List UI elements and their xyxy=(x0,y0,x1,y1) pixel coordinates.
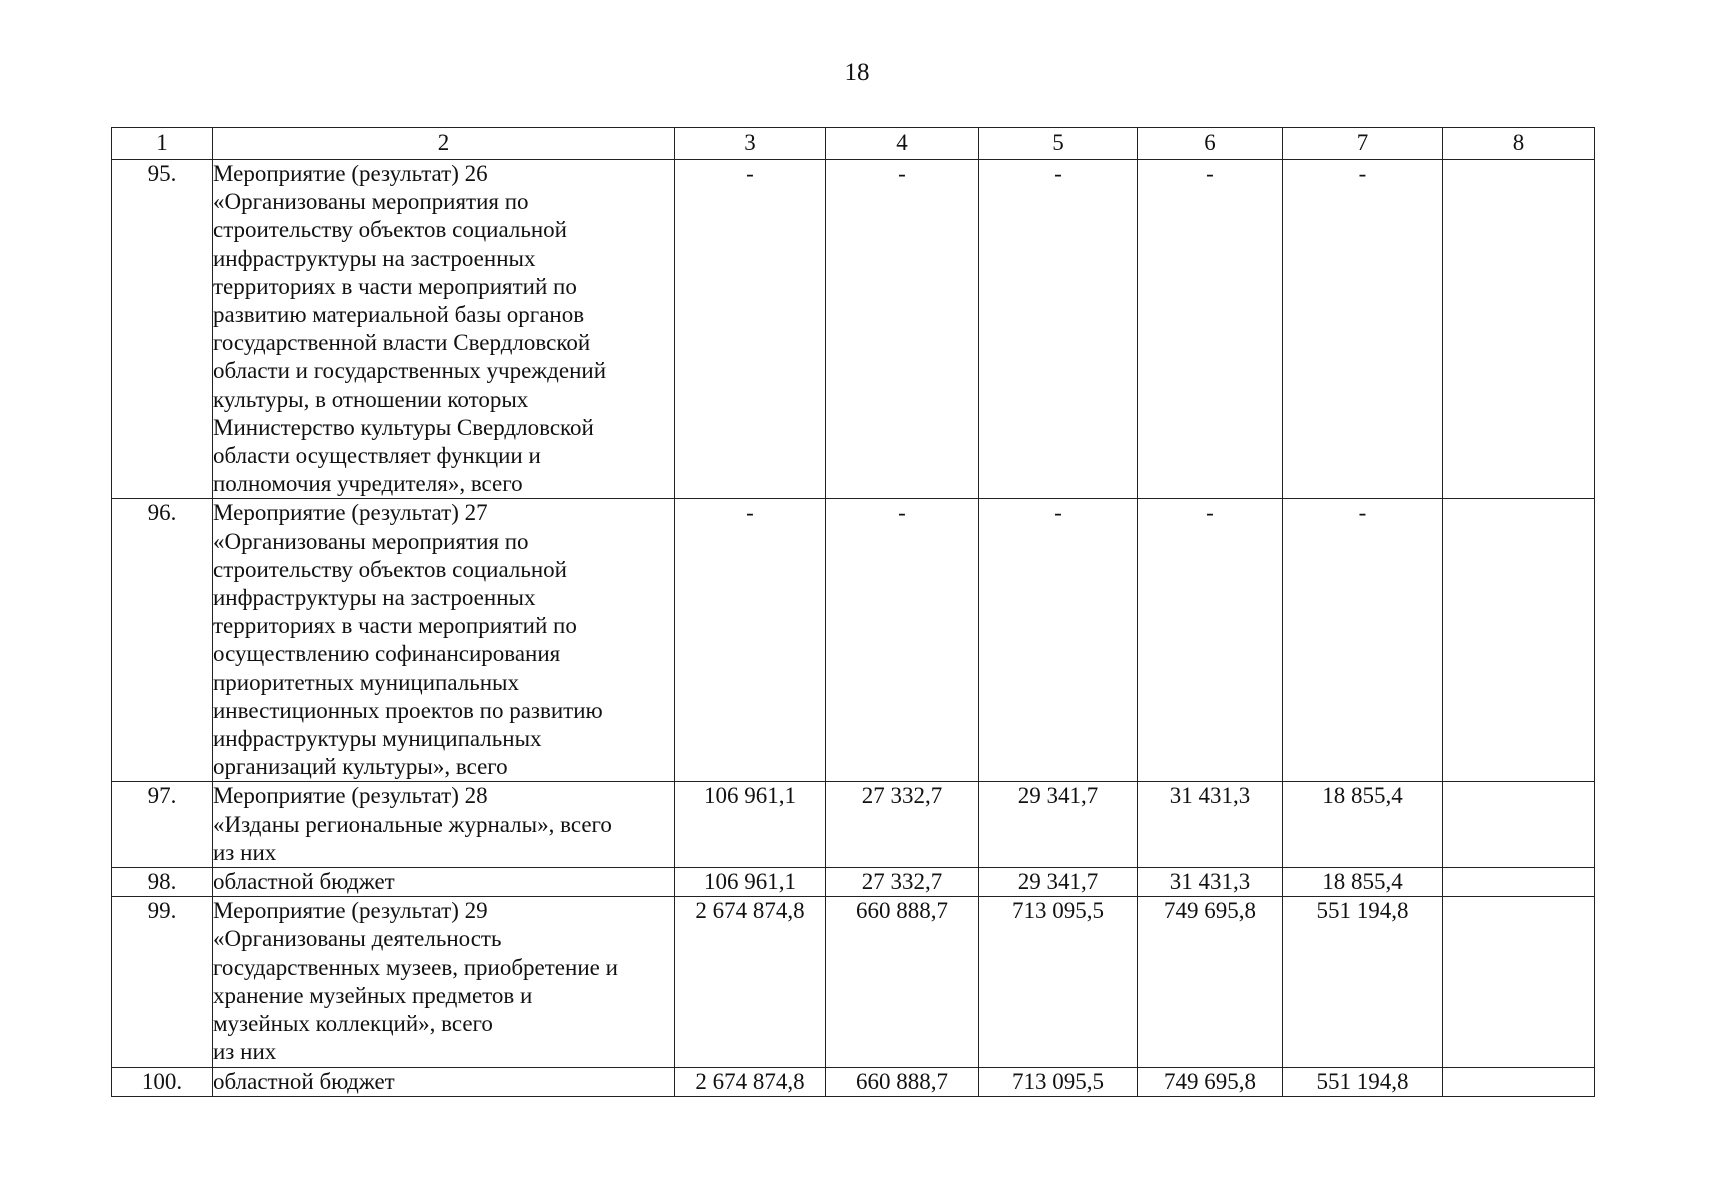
value-cell: - xyxy=(1283,160,1443,499)
value-cell: 31 431,3 xyxy=(1138,782,1283,868)
table-row xyxy=(112,782,1595,868)
value-cell: - xyxy=(826,499,979,782)
row-number: 95. xyxy=(112,160,213,499)
value-cell: 27 332,7 xyxy=(826,782,979,868)
value-cell: 713 095,5 xyxy=(979,897,1138,1067)
row-description: Мероприятие (результат) 26 «Организованы мероприятия по строительству объектов социальной инфраструктуры на застроенных территориях в части мероприятий по развитию материальной базы органов государственной власти Свердловской области и государственных учреждений культуры, в отношении которых Министерство культуры Свердловской области осуществляет функции и полномочия учредителя», всего xyxy=(213,160,675,499)
value-cell: - xyxy=(675,160,826,499)
row-description: Мероприятие (результат) 27 «Организованы мероприятия по строительству объектов социальной инфраструктуры на застроенных территориях в части мероприятий по осуществлению софинансирования приоритетных муниципальных инвестиционных проектов по развитию инфраструктуры муниципальных организаций культуры», всего xyxy=(213,499,675,782)
table-row xyxy=(112,868,1595,897)
column-header: 5 xyxy=(979,128,1138,160)
page-number: 18 xyxy=(844,59,870,86)
table-row xyxy=(112,160,1595,499)
row-number: 97. xyxy=(112,782,213,868)
row-description: Мероприятие (результат) 28 «Изданы региональные журналы», всего из них xyxy=(213,782,675,868)
value-cell xyxy=(1443,1067,1595,1096)
value-cell: 749 695,8 xyxy=(1138,897,1283,1067)
value-cell: 660 888,7 xyxy=(826,897,979,1067)
value-cell: 27 332,7 xyxy=(826,868,979,897)
column-header: 1 xyxy=(112,128,213,160)
row-description: областной бюджет xyxy=(213,1067,675,1096)
value-cell: 18 855,4 xyxy=(1283,868,1443,897)
value-cell: 29 341,7 xyxy=(979,782,1138,868)
row-number: 98. xyxy=(112,868,213,897)
value-cell: - xyxy=(979,160,1138,499)
budget-table xyxy=(111,127,1595,1097)
row-description: Мероприятие (результат) 29 «Организованы деятельность государственных музеев, приобретение и хранение музейных предметов и музейных коллекций», всего из них xyxy=(213,897,675,1067)
column-header: 4 xyxy=(826,128,979,160)
value-cell xyxy=(1443,160,1595,499)
table-row xyxy=(112,1067,1595,1096)
value-cell: 551 194,8 xyxy=(1283,897,1443,1067)
value-cell: 106 961,1 xyxy=(675,782,826,868)
row-number: 96. xyxy=(112,499,213,782)
value-cell xyxy=(1443,782,1595,868)
column-header: 8 xyxy=(1443,128,1595,160)
table-header-row xyxy=(112,128,1595,160)
value-cell xyxy=(1443,499,1595,782)
value-cell: - xyxy=(826,160,979,499)
row-description: областной бюджет xyxy=(213,868,675,897)
value-cell: - xyxy=(1283,499,1443,782)
value-cell: 713 095,5 xyxy=(979,1067,1138,1096)
value-cell: 106 961,1 xyxy=(675,868,826,897)
value-cell: - xyxy=(979,499,1138,782)
table-row xyxy=(112,499,1595,782)
value-cell: 551 194,8 xyxy=(1283,1067,1443,1096)
column-header: 2 xyxy=(213,128,675,160)
column-header: 3 xyxy=(675,128,826,160)
value-cell: 749 695,8 xyxy=(1138,1067,1283,1096)
value-cell: - xyxy=(1138,160,1283,499)
table-row xyxy=(112,897,1595,1067)
value-cell xyxy=(1443,868,1595,897)
column-header: 7 xyxy=(1283,128,1443,160)
row-number: 99. xyxy=(112,897,213,1067)
value-cell: 18 855,4 xyxy=(1283,782,1443,868)
value-cell: 2 674 874,8 xyxy=(675,1067,826,1096)
column-header: 6 xyxy=(1138,128,1283,160)
value-cell: 29 341,7 xyxy=(979,868,1138,897)
value-cell: 2 674 874,8 xyxy=(675,897,826,1067)
value-cell: 660 888,7 xyxy=(826,1067,979,1096)
value-cell: - xyxy=(675,499,826,782)
value-cell xyxy=(1443,897,1595,1067)
value-cell: - xyxy=(1138,499,1283,782)
value-cell: 31 431,3 xyxy=(1138,868,1283,897)
row-number: 100. xyxy=(112,1067,213,1096)
